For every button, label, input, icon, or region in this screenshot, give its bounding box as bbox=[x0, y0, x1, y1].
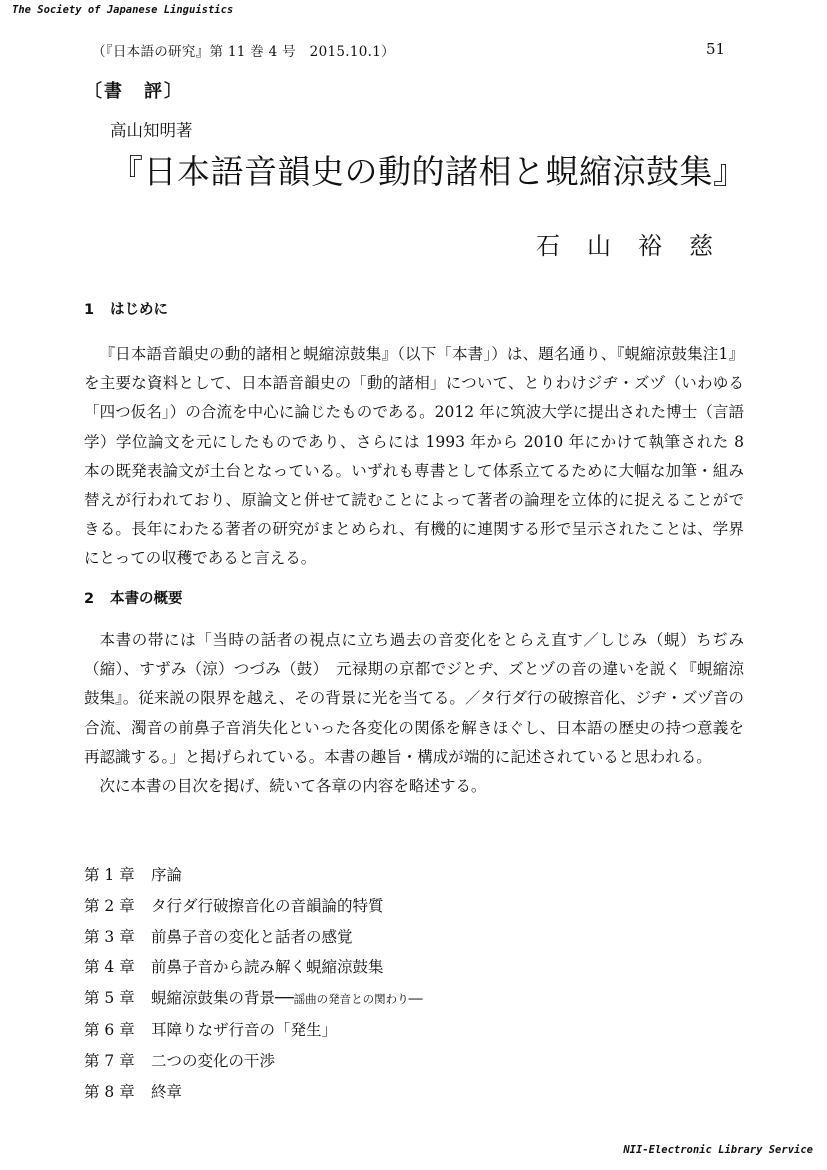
toc-title: 前鼻子音から読み解く蜆縮涼鼓集 bbox=[151, 958, 384, 977]
toc-item bbox=[84, 891, 423, 922]
section-body-overview bbox=[84, 626, 744, 801]
paragraph: 『日本語音韻史の動的諸相と蜆縮涼鼓集』（以下「本書」）は、題名通り、『蜆縮涼鼓集注1』を主要な資料として、日本語音韻史の「動的諸相」について、とりわけジヂ・ズヅ（いわゆる「四つ仮名」）の合流を中心に論じたものである。2012 年に筑波大学に提出された博士（言語学）学位論文を元にしたものであり、さらには 1993 年から 2010 年にかけて執筆された 8 本の既発表論文が土台となっている。いずれも専書として体系立てるために大幅な加筆・組み替えが行われており、原論文と併せて読むことによって著者の論理を立体的に捉えることができる。長年にわたる著者の研究がまとめられ、有機的に連関する形で呈示されたことは、学界にとっての収穫であると言える。 bbox=[84, 345, 744, 568]
paragraph: 次に本書の目次を掲げ、続いて各章の内容を略述する。 bbox=[99, 777, 487, 796]
toc-chapter: 第 6 章 bbox=[84, 1020, 135, 1039]
running-head: （『日本語の研究』第 11 巻 4 号 2015.10.1） bbox=[92, 44, 395, 60]
table-of-contents bbox=[84, 860, 423, 1107]
toc-chapter: 第 5 章 bbox=[84, 989, 135, 1008]
library-service-watermark: NII-Electronic Library Service bbox=[623, 1144, 813, 1156]
toc-item bbox=[84, 952, 423, 983]
section-tag: 〔書 評〕 bbox=[84, 81, 184, 102]
section-title: はじめに bbox=[110, 302, 168, 318]
section-number: 2 bbox=[84, 591, 95, 607]
section-title: 本書の概要 bbox=[110, 591, 183, 607]
page-number: 51 bbox=[706, 40, 726, 58]
toc-chapter: 第 7 章 bbox=[84, 1051, 135, 1070]
toc-title: 終章 bbox=[151, 1082, 183, 1101]
toc-chapter: 第 3 章 bbox=[84, 927, 135, 946]
toc-title: 序論 bbox=[151, 866, 183, 884]
toc-chapter: 第 4 章 bbox=[84, 958, 135, 977]
toc-chapter: 第 8 章 bbox=[84, 1082, 135, 1101]
toc-title: 耳障りなザ行音の「発生」 bbox=[151, 1020, 338, 1039]
section-heading-overview bbox=[84, 587, 183, 608]
toc-item bbox=[84, 1077, 423, 1108]
toc-title: タ行ダ行破擦音化の音韻論的特質 bbox=[151, 896, 384, 915]
reviewer-name: 石山裕慈 bbox=[536, 232, 740, 260]
book-title: 『日本語音韻史の動的諸相と蜆縮涼鼓集』 bbox=[110, 152, 747, 191]
toc-item bbox=[84, 1015, 423, 1046]
toc-item bbox=[84, 860, 423, 891]
section-heading-introduction bbox=[84, 298, 168, 319]
toc-chapter: 第 1 章 bbox=[84, 866, 135, 884]
book-author: 高山知明著 bbox=[110, 121, 193, 140]
toc-title: 二つの変化の干渉 bbox=[151, 1051, 276, 1070]
toc-title: 前鼻子音の変化と話者の感覚 bbox=[151, 927, 353, 946]
toc-item bbox=[84, 922, 423, 953]
section-body-introduction bbox=[84, 340, 744, 574]
toc-item bbox=[84, 983, 423, 1015]
toc-title: 蜆縮涼鼓集の背景── bbox=[151, 989, 294, 1008]
toc-chapter: 第 2 章 bbox=[84, 896, 135, 915]
source-watermark: The Society of Japanese Linguistics bbox=[12, 4, 234, 16]
paragraph: 本書の帯には「当時の話者の視点に立ち過去の音変化をとらえ直す／しじみ（蜆）ちぢみ（縮）、すずみ（涼）つづみ（鼓） 元禄期の京都でジとヂ、ズとヅの音の違いを説く『蜆縮涼鼓集』。従来説の限界を越え、その背景に光を当てる。／タ行ダ行の破擦音化、ジヂ・ズヅ音の合流、濁音の前鼻子音消失化といった各変化の関係を解きほぐし、日本語の歴史の持つ意義を再認識する。」と掲げられている。本書の趣旨・構成が端的に記述されていると思われる。 bbox=[84, 631, 744, 766]
section-number: 1 bbox=[84, 302, 95, 318]
toc-subtitle: 謡曲の発音との関わり── bbox=[293, 992, 423, 1007]
toc-item bbox=[84, 1046, 423, 1077]
